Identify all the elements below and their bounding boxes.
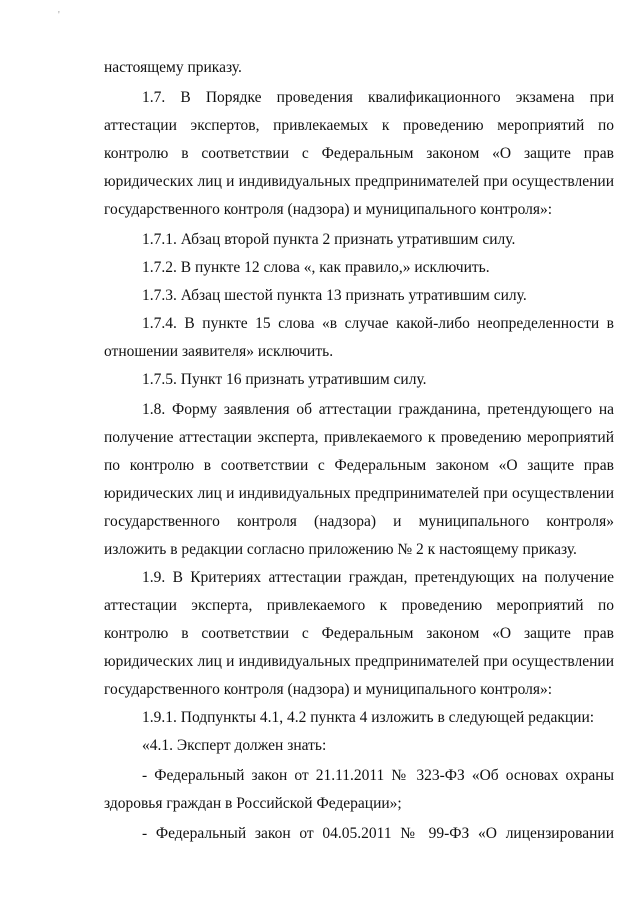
text-line: юридических лиц и индивидуальных предпринимателей при осуществлении <box>104 653 614 670</box>
subitem-1-9-1: 1.9.1. Подпункты 4.1, 4.2 пункта 4 изложить в следующей редакции: <box>142 709 595 726</box>
subitem-1-7-5: 1.7.5. Пункт 16 признать утратившим силу. <box>142 371 427 388</box>
paragraph-1-8-first-line: 1.8. Форму заявления об аттестации гражданина, претендующего на <box>142 401 614 418</box>
text-line: государственного контроля (надзора) и муниципального контроля»: <box>104 201 553 218</box>
subitem-1-7-4: 1.7.4. В пункте 15 слова «в случае какой-либо неопределенности в <box>142 315 614 332</box>
text-line: аттестации экспертов, привлекаемых к проведению мероприятий по <box>104 117 614 134</box>
text-line: по контролю в соответствии с Федеральным законом «О защите прав <box>104 457 614 474</box>
subitem-1-7-2: 1.7.2. В пункте 12 слова «, как правило,» исключить. <box>142 259 490 276</box>
text-line: настоящему приказу. <box>104 59 242 76</box>
list-item: - Федеральный закон от 04.05.2011 № 99-ФЗ «О лицензировании <box>142 825 614 842</box>
subitem-1-7-1: 1.7.1. Абзац второй пункта 2 признать утратившим силу. <box>142 231 516 248</box>
text-line: отношении заявителя» исключить. <box>104 343 334 360</box>
list-item: - Федеральный закон от 21.11.2011 № 323-ФЗ «Об основах охраны <box>142 767 614 784</box>
text-line: аттестации эксперта, привлекаемого к проведению мероприятий по <box>104 597 614 614</box>
text-line: юридических лиц и индивидуальных предпринимателей при осуществлении <box>104 485 614 502</box>
text-line: государственного контроля (надзора) и муниципального контроля»: <box>104 681 553 698</box>
text-line: изложить в редакции согласно приложению № 2 к настоящему приказу. <box>104 541 577 558</box>
subitem-1-7-3: 1.7.3. Абзац шестой пункта 13 признать утратившим силу. <box>142 287 527 304</box>
paragraph-1-7-first-line: 1.7. В Порядке проведения квалификационного экзамена при <box>142 89 614 106</box>
text-line: юридических лиц и индивидуальных предпринимателей при осуществлении <box>104 173 614 190</box>
text-line: государственного контроля (надзора) и муниципального контроля» <box>104 513 614 530</box>
paragraph-1-9-first-line: 1.9. В Критериях аттестации граждан, претендующих на получение <box>142 569 614 586</box>
text-line: контролю в соответствии с Федеральным законом «О защите прав <box>104 145 614 162</box>
quote-4-1: «4.1. Эксперт должен знать: <box>142 737 327 754</box>
text-line: контролю в соответствии с Федеральным законом «О защите прав <box>104 625 614 642</box>
margin-mark: ' <box>58 10 60 21</box>
text-line: получение аттестации эксперта, привлекаемого к проведению мероприятий <box>104 429 614 446</box>
text-line: здоровья граждан в Российской Федерации»; <box>104 795 402 812</box>
